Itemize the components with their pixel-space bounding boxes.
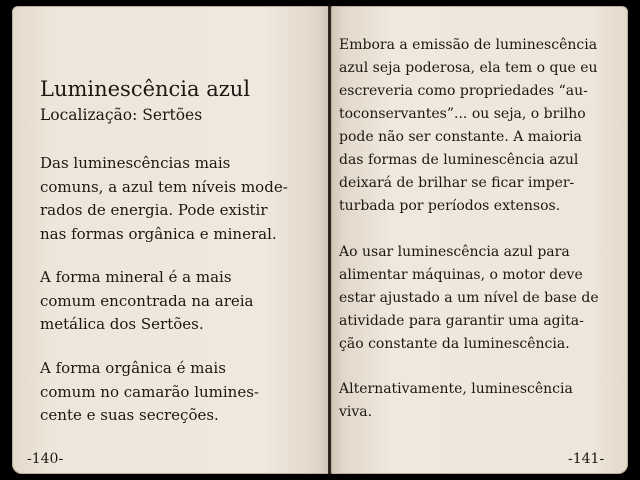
- left-paragraph-3: A forma orgânica é mais comum no camarão lumines- cente e suas secreções.: [40, 359, 259, 424]
- right-paragraph-1: Embora a emissão de luminescência azul seja poderosa, ela tem o que eu escreveria como propriedades “au- toconservantes”... ou seja, o brilho pode não ser constante. A maioria das formas de luminescência azul deixará de brilhar se ficar imper- turbada por períodos extensos.: [339, 37, 598, 214]
- entry-location: Localização: Sertões: [40, 106, 203, 124]
- left-paragraph-2: A forma mineral é a mais comum encontrada na areia metálica dos Sertões.: [40, 268, 254, 333]
- right-page: [331, 6, 628, 474]
- left-page: [12, 6, 329, 474]
- entry-title: Luminescência azul: [40, 77, 251, 101]
- right-page-number: -141-: [568, 451, 605, 467]
- right-paragraph-3: Alternativamente, luminescência viva.: [339, 381, 573, 420]
- right-paragraph-2: Ao usar luminescência azul para alimentar máquinas, o motor deve estar ajustado a um nível de base de atividade para garantir uma agita- ção constante da luminescência.: [339, 244, 599, 352]
- left-page-number: -140-: [27, 451, 64, 467]
- left-paragraph-1: Das luminescências mais comuns, a azul tem níveis mode- rados de energia. Pode existir nas formas orgânica e mineral.: [40, 154, 288, 243]
